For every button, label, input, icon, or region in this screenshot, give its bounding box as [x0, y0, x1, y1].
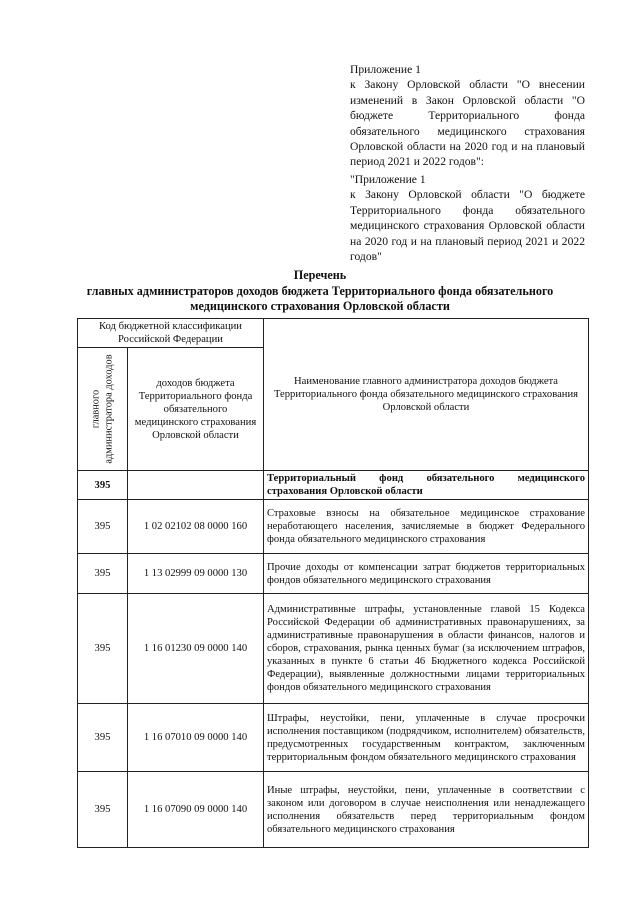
- org-row: [78, 471, 589, 500]
- row-admin-code: 395: [78, 500, 128, 554]
- row-name: Прочие доходы от компенсации затрат бюджетов территориальных фондов обязательного медицинского страхования: [264, 554, 589, 594]
- table-row: [78, 704, 589, 772]
- org-income-code: [128, 471, 264, 500]
- row-name: Иные штрафы, неустойки, пени, уплаченные в соответствии с законом или договором в случае неисполнения или ненадлежащего исполнения обязательств перед территориальным фондом обязательного медицинского страхования: [264, 772, 589, 848]
- header-income-col: доходов бюджета Территориального фонда обязательного медицинского страхования Орловской области: [128, 348, 264, 471]
- row-admin-code: 395: [78, 704, 128, 772]
- table-row: [78, 500, 589, 554]
- row-name: Страховые взносы на обязательное медицинское страхование неработающего населения, зачисляемые в бюджет Федерального фонда обязательного медицинского страхования: [264, 500, 589, 554]
- row-admin-code: 395: [78, 554, 128, 594]
- title-line-1: Перечень: [293, 268, 347, 282]
- title-line-2: главных администраторов доходов бюджета Территориального фонда обязательного медицинского страхования Орловской области: [86, 283, 554, 314]
- row-income-code: 1 02 02102 08 0000 160: [128, 500, 264, 554]
- org-name: Территориальный фонд обязательного медицинского страхования Орловской области: [264, 471, 589, 500]
- row-income-code: 1 13 02999 09 0000 130: [128, 554, 264, 594]
- table-row: [78, 594, 589, 704]
- appendix-2-heading: "Приложение 1: [350, 173, 426, 186]
- table-header-row-1: [78, 319, 589, 348]
- header-admin-col-cell: [78, 348, 128, 471]
- appendix-1-heading: Приложение 1: [350, 63, 421, 76]
- row-name: Штрафы, неустойки, пени, уплаченные в случае просрочки исполнения поставщиком (подрядчиком, исполнителем) обязательств, предусмотренных государственным контрактом, заключенным территориальным фондом обязательного медицинского страхования: [264, 704, 589, 772]
- appendix-2-text: к Закону Орловской области "О бюджете Территориального фонда обязательного медицинского страхования Орловской области на 2020 год и на плановый период 2021 и 2022 годов": [350, 188, 585, 264]
- row-income-code: 1 16 07010 09 0000 140: [128, 704, 264, 772]
- row-name: Административные штрафы, установленные главой 15 Кодекса Российской Федерации об административных правонарушениях, за административные правонарушения в области финансов, налогов и сборов, страхования, рынка ценных бумаг (за исключением штрафов, указанных в пункте 6 статьи 46 Бюджетного кодекса Российской Федерации), выявленные должностными лицами территориальных фондов обязательного медицинского страхования: [264, 594, 589, 704]
- header-admin-col: главного администратора доходов: [90, 354, 114, 464]
- row-income-code: 1 16 01230 09 0000 140: [128, 594, 264, 704]
- row-admin-code: 395: [78, 772, 128, 848]
- header-name-col: Наименование главного администратора доходов бюджета Территориального фонда обязательного медицинского страхования Орловской области: [264, 319, 589, 471]
- table-row: [78, 772, 589, 848]
- row-income-code: 1 16 07090 09 0000 140: [128, 772, 264, 848]
- appendix-2-block: [350, 172, 585, 264]
- document-title: [60, 268, 580, 315]
- header-code-group: Код бюджетной классификации Российской Федерации: [78, 319, 264, 348]
- appendix-1-text: к Закону Орловской области "О внесении изменений в Закон Орловской области "О бюджете Территориального фонда обязательного медицинского страхования Орловской области на 2020 год и на плановый период 2021 и 2022 годов":: [350, 78, 585, 169]
- row-admin-code: 395: [78, 594, 128, 704]
- administrators-table: [77, 318, 589, 848]
- appendix-1-block: [350, 62, 585, 170]
- table-row: [78, 554, 589, 594]
- org-admin-code: 395: [78, 471, 128, 500]
